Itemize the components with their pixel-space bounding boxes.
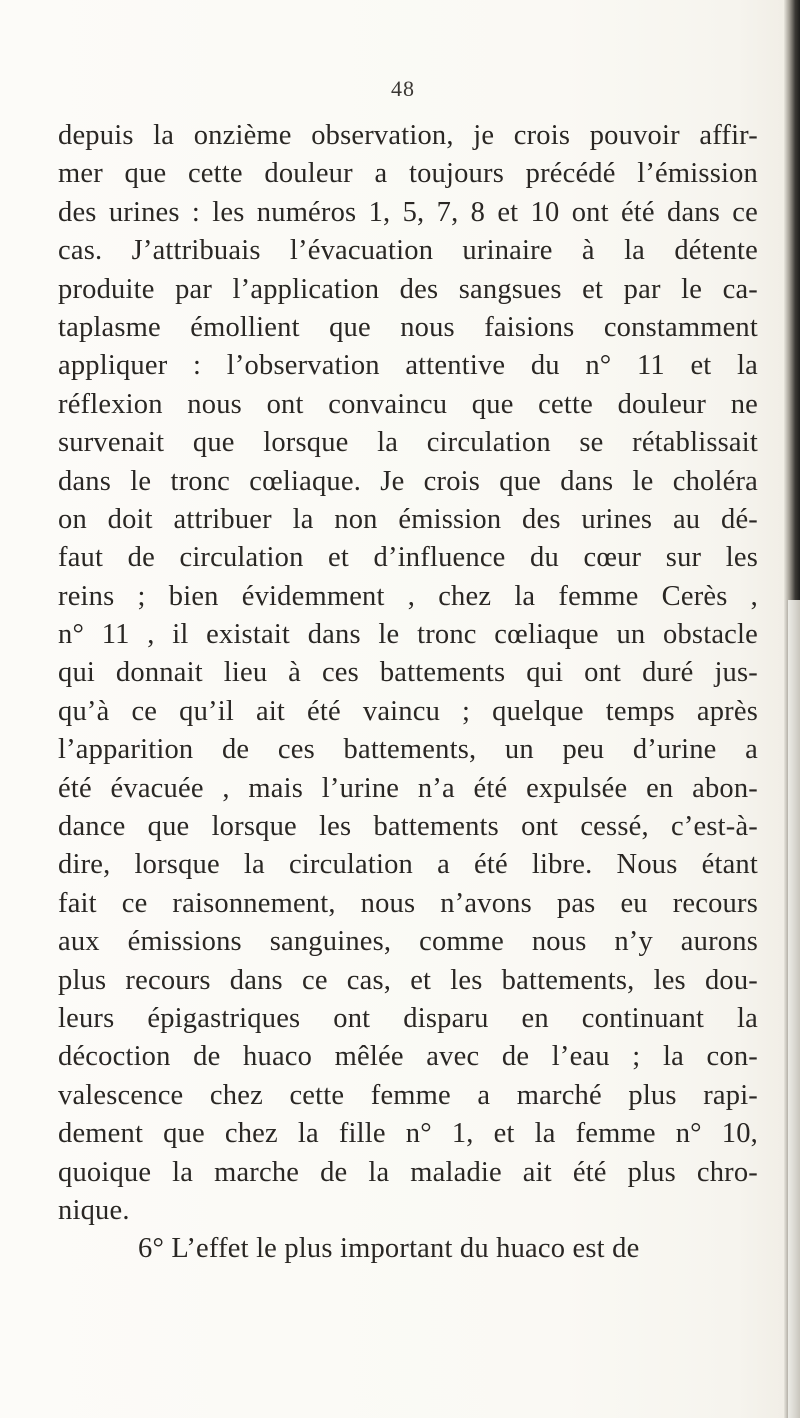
text-line: reins ; bien évidemment , chez la femme Cerès , bbox=[58, 580, 758, 612]
text-line: faut de circulation et d’influence du cœur sur les bbox=[58, 542, 758, 574]
text-line: 6° L’effet le plus important du huaco est de bbox=[138, 1233, 640, 1265]
text-line: qu’à ce qu’il ait été vaincu ; quelque temps après bbox=[58, 695, 758, 727]
text-line: aux émissions sanguines, comme nous n’y aurons bbox=[58, 926, 758, 958]
text-line: nique. bbox=[58, 1194, 130, 1226]
text-line: depuis la onzième observation, je crois pouvoir affir- bbox=[58, 120, 758, 151]
text-line: réflexion nous ont convaincu que cette douleur ne bbox=[58, 388, 758, 420]
text-line: leurs épigastriques ont disparu en continuant la bbox=[58, 1002, 758, 1034]
text-line: produite par l’application des sangsues et par le ca- bbox=[58, 273, 758, 305]
text-line: cas. J’attribuais l’évacuation urinaire à la détente bbox=[58, 235, 758, 267]
body-text bbox=[58, 117, 758, 1269]
text-line: dans le tronc cœliaque. Je crois que dans le choléra bbox=[58, 465, 758, 497]
text-line: n° 11 , il existait dans le tronc cœliaque un obstacle bbox=[58, 619, 758, 651]
text-line: été évacuée , mais l’urine n’a été expulsée en abon- bbox=[58, 772, 758, 804]
text-line: valescence chez cette femme a marché plus rapi- bbox=[58, 1079, 758, 1111]
text-line: mer que cette douleur a toujours précédé l’émission bbox=[58, 158, 758, 190]
text-line: des urines : les numéros 1, 5, 7, 8 et 10 ont été dans ce bbox=[58, 196, 758, 228]
text-line: fait ce raisonnement, nous n’avons pas eu recours bbox=[58, 887, 758, 919]
text-line: quoique la marche de la maladie ait été plus chro- bbox=[58, 1156, 758, 1188]
text-line: dire, lorsque la circulation a été libre. Nous étant bbox=[58, 849, 758, 881]
text-line: l’apparition de ces battements, un peu d’urine a bbox=[58, 734, 758, 766]
text-line: appliquer : l’observation attentive du n° 11 et la bbox=[58, 350, 758, 382]
text-line: qui donnait lieu à ces battements qui ont duré jus- bbox=[58, 657, 758, 689]
text-line: dance que lorsque les battements ont cessé, c’est-à- bbox=[58, 811, 758, 843]
text-line: survenait que lorsque la circulation se rétablissait bbox=[58, 427, 758, 459]
text-line: taplasme émollient que nous faisions constamment bbox=[58, 311, 758, 343]
text-line: plus recours dans ce cas, et les battements, les dou- bbox=[58, 964, 758, 996]
text-line: on doit attribuer la non émission des urines au dé- bbox=[58, 503, 758, 535]
text-line: décoction de huaco mêlée avec de l’eau ; la con- bbox=[58, 1041, 758, 1073]
page-edge-shadow bbox=[788, 600, 800, 1418]
text-line: dement que chez la fille n° 1, et la femme n° 10, bbox=[58, 1118, 758, 1150]
page-number: 48 bbox=[391, 76, 415, 101]
